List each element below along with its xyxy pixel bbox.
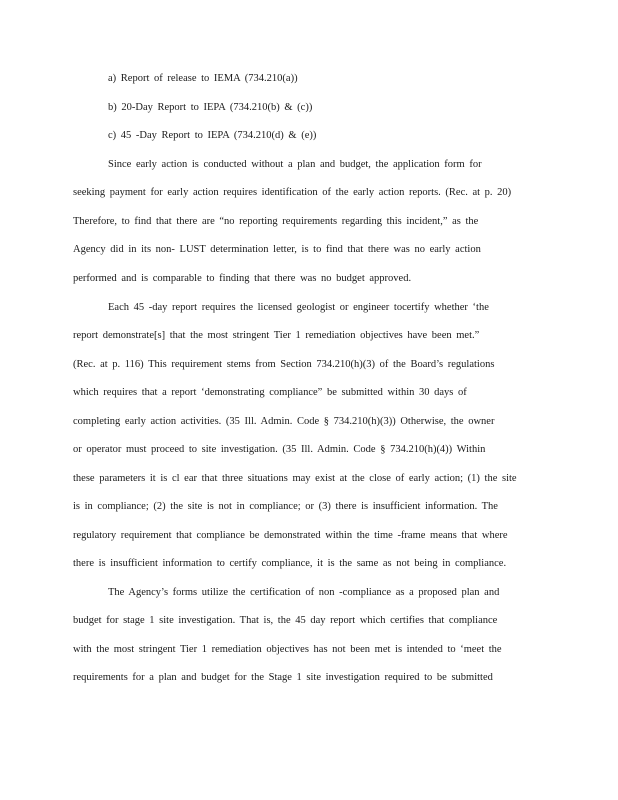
paragraph-2-line-9: regulatory requirement that compliance be demonstrated within the time -frame means that where [73,530,508,541]
paragraph-2-line-2: report demonstrate[s] that the most stringent Tier 1 remediation objectives have been met.” [73,330,480,341]
paragraph-1-line-4: Agency did in its non- LUST determination letter, is to find that there was no early action [73,244,481,255]
list-item-report-release-iema: a) Report of release to IEMA (734.210(a)) [108,73,298,84]
paragraph-3-line-2: budget for stage 1 site investigation. That is, the 45 day report which certifies that compliance [73,615,498,626]
paragraph-2-line-4: which requires that a report ‘demonstrating compliance” be submitted within 30 days of [73,387,467,398]
paragraph-1-line-2: seeking payment for early action requires identification of the early action reports. (Rec. at p. 20) [73,187,512,198]
paragraph-1-line-3: Therefore, to find that there are “no reporting requirements regarding this incident,” as the [73,216,479,227]
paragraph-2-line-10: there is insufficient information to certify compliance, it is the same as not being in compliance. [73,558,507,569]
list-item-45-day-report: c) 45 -Day Report to IEPA (734.210(d) & (e)) [108,130,317,141]
paragraph-1-line-5: performed and is comparable to finding that there was no budget approved. [73,273,412,284]
paragraph-3-line-1: The Agency’s forms utilize the certification of non -compliance as a proposed plan and [108,587,500,598]
paragraph-2-line-6: or operator must proceed to site investigation. (35 Ill. Admin. Code § 734.210(h)(4)) Within [73,444,486,455]
paragraph-2-line-5: completing early action activities. (35 Ill. Admin. Code § 734.210(h)(3)) Otherwise, the owner [73,416,495,427]
list-item-20-day-report: b) 20-Day Report to IEPA (734.210(b) & (c)) [108,102,313,113]
paragraph-2-line-3: (Rec. at p. 116) This requirement stems from Section 734.210(h)(3) of the Board’s regulations [73,359,495,370]
paragraph-3-line-4: requirements for a plan and budget for the Stage 1 site investigation required to be submitted [73,672,493,683]
paragraph-2-line-1: Each 45 -day report requires the licensed geologist or engineer tocertify whether ‘the [108,302,489,313]
paragraph-1-line-1: Since early action is conducted without a plan and budget, the application form for [108,159,482,170]
paragraph-3-line-3: with the most stringent Tier 1 remediation objectives has not been met is intended to ‘meet the [73,644,502,655]
paragraph-2-line-7: these parameters it is cl ear that three situations may exist at the close of early action; (1) the site [73,473,517,484]
paragraph-2-line-8: is in compliance; (2) the site is not in compliance; or (3) there is insufficient information. The [73,501,498,512]
